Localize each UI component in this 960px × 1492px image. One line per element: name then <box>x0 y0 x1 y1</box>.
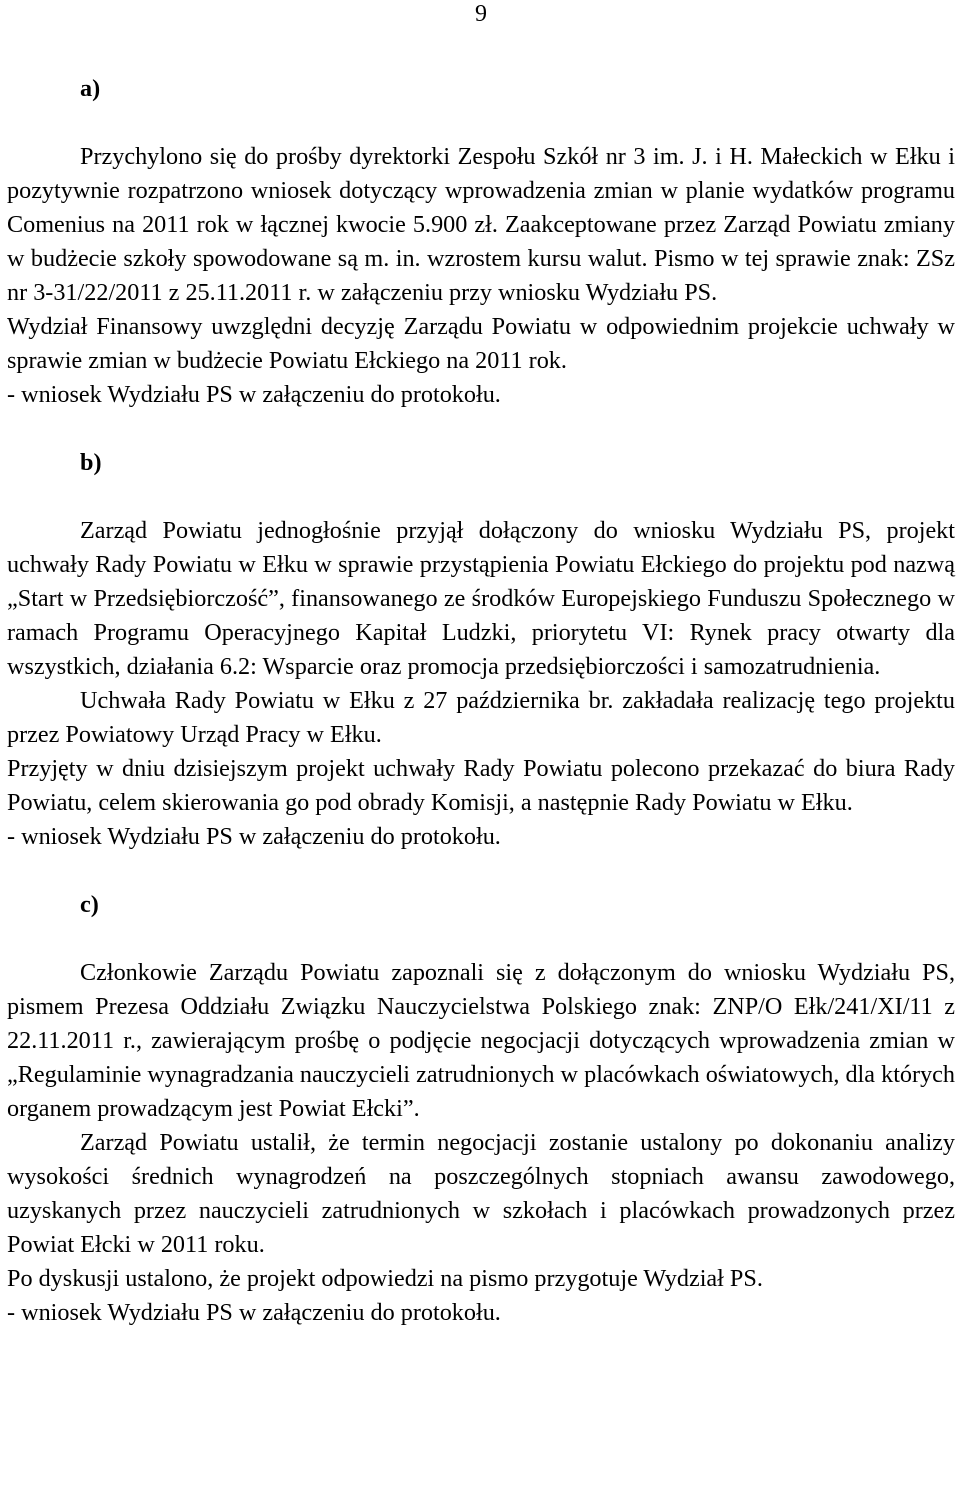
spacer <box>7 922 955 956</box>
spacer <box>7 412 955 446</box>
spacer <box>7 106 955 140</box>
spacer <box>7 854 955 888</box>
section-a-paragraph-2: Wydział Finansowy uwzględni decyzję Zarządu Powiatu w odpowiednim projekcie uchwały w sprawie zmian w budżecie Powiatu Ełckiego na 2011 rok. <box>7 313 955 374</box>
section-b-attachment-note: - wniosek Wydziału PS w załączeniu do protokołu. <box>7 823 501 850</box>
document-body <box>7 72 955 1330</box>
section-b-paragraph-2: Uchwała Rady Powiatu w Ełku z 27 października br. zakładała realizację tego projektu przez Powiatowy Urząd Pracy w Ełku. <box>7 687 955 748</box>
section-c-paragraph-1: Członkowie Zarządu Powiatu zapoznali się z dołączonym do wniosku Wydziału PS, pismem Prezesa Oddziału Związku Nauczycielstwa Polskiego znak: ZNP/O Ełk/241/XI/11 z 22.11.2011 r., zawierającym prośbę o podjęcie negocjacji dotyczących wprowadzenia zmian w „Regulaminie wynagradzania nauczycieli zatrudnionych w placówkach oświatowych, dla których organem prowadzącym jest Powiat Ełcki”. <box>7 959 955 1122</box>
page-number: 9 <box>475 1 487 27</box>
section-b-paragraph-1: Zarząd Powiatu jednogłośnie przyjął dołączony do wniosku Wydziału PS, projekt uchwały Rady Powiatu w Ełku w sprawie przystąpienia Powiatu Ełckiego do projektu pod nazwą „Start w Przedsiębiorczość”, finansowanego ze środków Europejskiego Funduszu Społecznego w ramach Programu Operacyjnego Kapitał Ludzki, priorytetu VI: Rynek pracy otwarty dla wszystkich, działania 6.2: Wsparcie oraz promocja przedsiębiorczości i samozatrudnienia. <box>7 517 955 680</box>
section-a-attachment-note: - wniosek Wydziału PS w załączeniu do protokołu. <box>7 381 501 408</box>
section-c-paragraph-3: Po dyskusji ustalono, że projekt odpowiedzi na pismo przygotuje Wydział PS. <box>7 1265 763 1292</box>
section-label-c: c) <box>80 891 99 918</box>
section-label-b: b) <box>80 449 102 476</box>
section-c-attachment-note: - wniosek Wydziału PS w załączeniu do protokołu. <box>7 1299 501 1326</box>
spacer <box>7 480 955 514</box>
section-label-a: a) <box>80 75 101 102</box>
section-b-paragraph-3: Przyjęty w dniu dzisiejszym projekt uchwały Rady Powiatu polecono przekazać do biura Rady Powiatu, celem skierowania go pod obrady Komisji, a następnie Rady Powiatu w Ełku. <box>7 755 955 816</box>
section-a-paragraph-1: Przychylono się do prośby dyrektorki Zespołu Szkół nr 3 im. J. i H. Małeckich w Ełku i pozytywnie rozpatrzono wniosek dotyczący wprowadzenia zmian w planie wydatków programu Comenius na 2011 rok w łącznej kwocie 5.900 zł. Zaakceptowane przez Zarząd Powiatu zmiany w budżecie szkoły spowodowane są m. in. wzrostem kursu walut. Pismo w tej sprawie znak: ZSz nr 3-31/22/2011 z 25.11.2011 r. w załączeniu przy wniosku Wydziału PS. <box>7 143 955 306</box>
section-c-paragraph-2: Zarząd Powiatu ustalił, że termin negocjacji zostanie ustalony po dokonaniu analizy wysokości średnich wynagrodzeń na poszczególnych stopniach awansu zawodowego, uzyskanych przez nauczycieli zatrudnionych w szkołach i placówkach prowadzonych przez Powiat Ełcki w 2011 roku. <box>7 1129 955 1258</box>
